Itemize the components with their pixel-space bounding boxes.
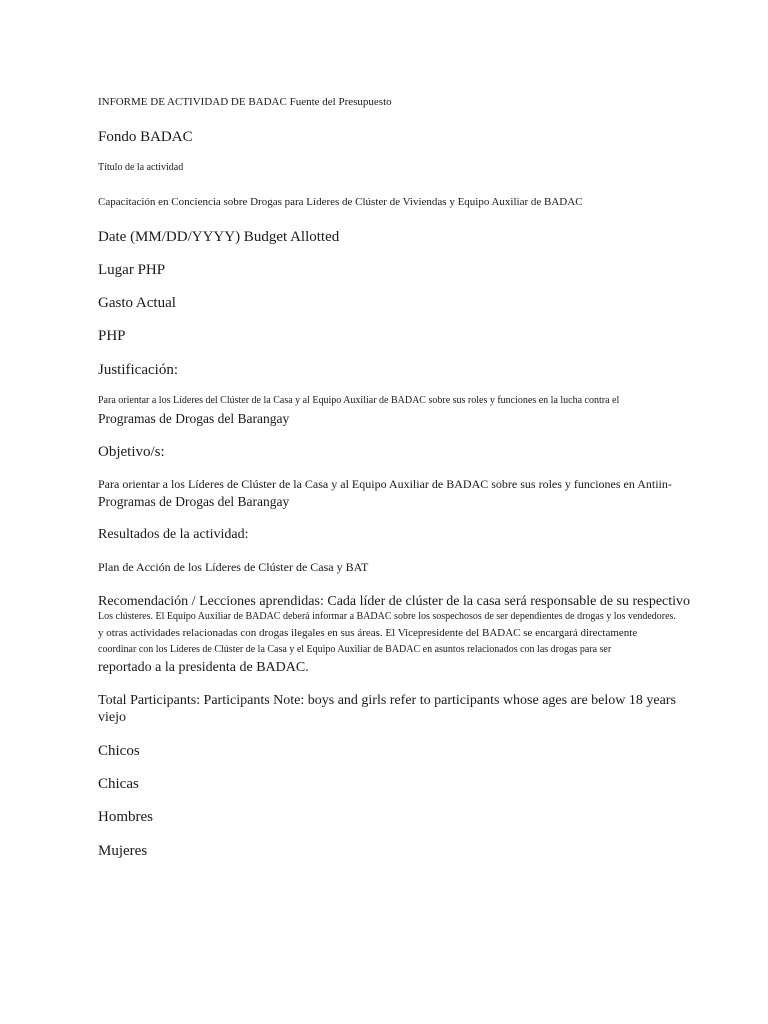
activity-title-label: Título de la actividad [98,162,184,173]
boys-label: Chicos [98,743,140,759]
objective-label: Objetivo/s: [98,444,165,460]
objective-text-2: Programas de Drogas del Barangay [98,494,290,509]
fund-label: Fondo BADAC [98,129,193,145]
girls-label: Chicas [98,776,139,792]
results-label: Resultados de la actividad: [98,527,249,542]
participants-note-2: viejo [98,710,126,725]
results-text: Plan de Acción de los Líderes de Clúster de Casa y BAT [98,560,369,574]
recommendation-text-3: y otras actividades relacionadas con drogas ilegales en sus áreas. El Vicepresidente del BADAC se encargará directamente [98,627,638,639]
activity-title: Capacitación en Conciencia sobre Drogas para Líderes de Clúster de Viviendas y Equipo Auxiliar de BADAC [98,196,583,208]
justification-label: Justificación: [98,362,178,378]
justification-text-2: Programas de Drogas del Barangay [98,411,290,426]
objective-text-1: Para orientar a los Líderes de Clúster de la Casa y al Equipo Auxiliar de BADAC sobre sus roles y funciones en Antiin- [98,477,672,491]
justification-text-1: Para orientar a los Líderes del Clúster de la Casa y al Equipo Auxiliar de BADAC sobre sus roles y funciones en la lucha contra el [98,395,620,406]
recommendation-text-5: reportado a la presidenta de BADAC. [98,660,309,675]
place-label: Lugar PHP [98,262,166,278]
participants-note-1: Total Participants: Participants Note: boys and girls refer to participants whose ages are below 18 years [98,693,676,708]
report-header: INFORME DE ACTIVIDAD DE BADAC Fuente del Presupuesto [98,96,392,108]
php-label: PHP [98,328,126,344]
women-label: Mujeres [98,843,148,859]
date-budget-label: Date (MM/DD/YYYY) Budget Allotted [98,229,340,245]
recommendation-text-2: Los clústeres. El Equipo Auxiliar de BADAC deberá informar a BADAC sobre los sospechosos de ser dependientes de drogas y los vendedores. [98,611,676,622]
actual-expense-label: Gasto Actual [98,295,176,311]
recommendation-text-1: Recomendación / Lecciones aprendidas: Cada líder de clúster de la casa será responsable de su respectivo [98,594,691,609]
recommendation-text-4: coordinar con los Líderes de Clúster de la Casa y el Equipo Auxiliar de BADAC en asuntos relacionados con las drogas para ser [98,644,612,655]
men-label: Hombres [98,809,153,825]
